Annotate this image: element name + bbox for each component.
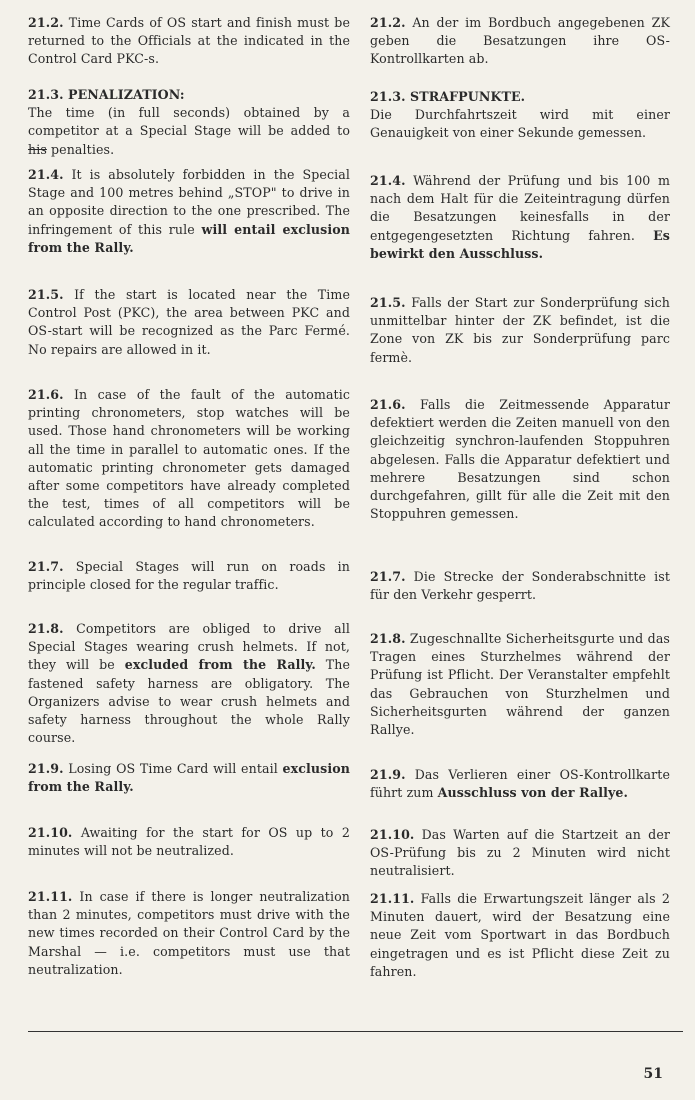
section-number: 21.11. [370,891,415,906]
section-text: Die Durchfahrtszeit wird mit einer Genauigkeit von einer Sekunde gemessen. [370,107,670,141]
section-text: Losing OS Time Card will entail [68,761,283,776]
section-21-7-en [28,558,350,594]
struck-word: his [28,141,47,157]
section-number: 21.9. [370,767,406,782]
section-21-8-de [370,630,670,739]
section-number: 21.8. [28,621,64,636]
section-21-9-en [28,760,350,796]
section-bold-text: Ausschluss von der Rallye. [437,785,629,801]
section-number: 21.5. [28,287,64,302]
section-number: 21.10. [370,827,415,842]
section-number: 21.11. [28,889,73,904]
section-number: 21.9. [28,761,64,776]
section-text: It is absolutely forbidden in the Special Stage and 100 metres behind „STOP" to drive in an opposite direction to the one prescribed. The infringement of this rule [28,167,350,237]
section-number: 21.4. [370,173,406,188]
section-21-6-de [370,396,670,523]
section-number: 21.6. [370,397,406,412]
section-text: Awaiting for the start for OS up to 2 minutes will not be neutralized. [28,825,350,859]
section-21-7-de [370,568,670,604]
section-text: Competitors are obliged to drive all Special Stages wearing crush helmets. If not, they will be [28,621,350,673]
section-text-cont: penalties. [46,141,115,157]
section-text: The time (in full seconds) obtained by a competitor at a Special Stage will be added to [28,105,350,139]
section-21-10-en [28,824,350,860]
section-bold-text: will entail exclusion from the Rally. [28,221,350,255]
section-21-2-en [28,14,350,69]
section-21-2-de [370,14,670,69]
section-number: 21.2. [28,15,64,30]
section-text: In case if there is longer neutralization than 2 minutes, competitors must drive with the new times recorded on their Control Card by the Marshal — i.e. competitors must use that neutralization. [28,889,350,977]
section-heading: 21.3. PENALIZATION: [28,87,185,102]
section-text: Das Verlieren einer OS-Kontrollkarte führt zum [370,767,670,801]
section-text: Die Strecke der Sonderabschnitte ist für den Verkehr gesperrt. [370,569,671,603]
section-21-4-de [370,172,670,263]
section-21-9-de [370,766,670,802]
section-text: Während der Prüfung und bis 100 m nach dem Halt für die Zeiteintragung dürfen die Besatzungen keinesfalls in der entgegengesetzten Richtung fahren. [370,173,670,243]
section-text: Special Stages will run on roads in principle closed for the regular traffic. [28,559,350,593]
section-21-5-en [28,286,350,359]
section-21-11-de [370,890,670,981]
section-text: Falls die Erwartungszeit länger als 2 Minuten dauert, wird der Besatzung eine neue Zeit vom Sportwart in das Bordbuch eingetragen und es ist Pflicht diese Zeit zu fahren. [370,891,670,979]
section-number: 21.10. [28,825,73,840]
section-21-10-de [370,826,670,881]
section-21-8-en [28,620,350,747]
footer-divider [28,1031,683,1032]
section-text: Falls der Start zur Sonderprüfung sich unmittelbar hinter der ZK befindet, ist die Zone von ZK bis zur Sonderprüfung parc fermè. [370,295,670,365]
section-21-6-en [28,386,350,532]
page-number: 51 [643,1066,663,1082]
section-21-3-en [28,86,350,159]
section-text: Falls die Zeitmessende Apparatur defektiert werden die Zeiten manuell von den gleichzeitig synchron-laufenden Stoppuhren abgelesen. Falls die Apparatur defektiert und mehrere Besatzungen sind schon durchgefahren, gillt für alle die Zeit mit den Stoppuhren gemessen. [370,397,670,522]
section-number: 21.7. [370,569,406,584]
section-heading: 21.3. STRAFPUNKTE. [370,89,526,104]
section-number: 21.8. [370,631,406,646]
section-number: 21.4. [28,167,64,182]
section-21-3-de [370,88,670,143]
section-text-cont: The fastened safety harness are obligatory. The Organizers advise to wear crush helmets and safety harness throughout the whole Rally course. [28,657,350,746]
section-text: An der im Bordbuch angegebenen ZK geben die Besatzungen ihre OS-Kontrollkarten ab. [370,15,670,67]
section-text: Zugeschnallte Sicherheitsgurte und das Tragen eines Sturzhelmes während der Prüfung ist Pflicht. Der Veranstalter empfehlt das Gebrauchen von Sturzhelmen und Sicherheitsgurten während der ganzen Rallye. [370,631,670,738]
section-bold-text: excluded from the Rally. [124,657,316,673]
section-number: 21.7. [28,559,64,574]
section-text: Das Warten auf die Startzeit an der OS-Prüfung bis zu 2 Minuten wird nicht neutralisiert. [370,827,670,879]
section-text: In case of the fault of the automatic printing chronometers, stop watches will be used. Those hand chronometers will be working all the time in parallel to automatic ones. If the automatic printing chronometer gets damaged after some competitors have already completed the test, times of all competitors will be calculated according to hand chronometers. [28,387,351,530]
section-21-5-de [370,294,670,367]
section-text: If the start is located near the Time Control Post (PKC), the area between PKC and OS-start will be recognized as the Parc Fermé. No repairs are allowed in it. [28,287,351,357]
section-21-11-en [28,888,350,979]
section-number: 21.5. [370,295,406,310]
section-21-4-en [28,166,350,257]
section-text: Time Cards of OS start and finish must be returned to the Officials at the indicated in the Control Card PKC-s. [28,15,351,67]
section-number: 21.2. [370,15,406,30]
section-number: 21.6. [28,387,64,402]
section-bold-text: exclusion from the Rally. [28,761,350,795]
section-bold-text: Es bewirkt den Ausschluss. [370,227,670,261]
